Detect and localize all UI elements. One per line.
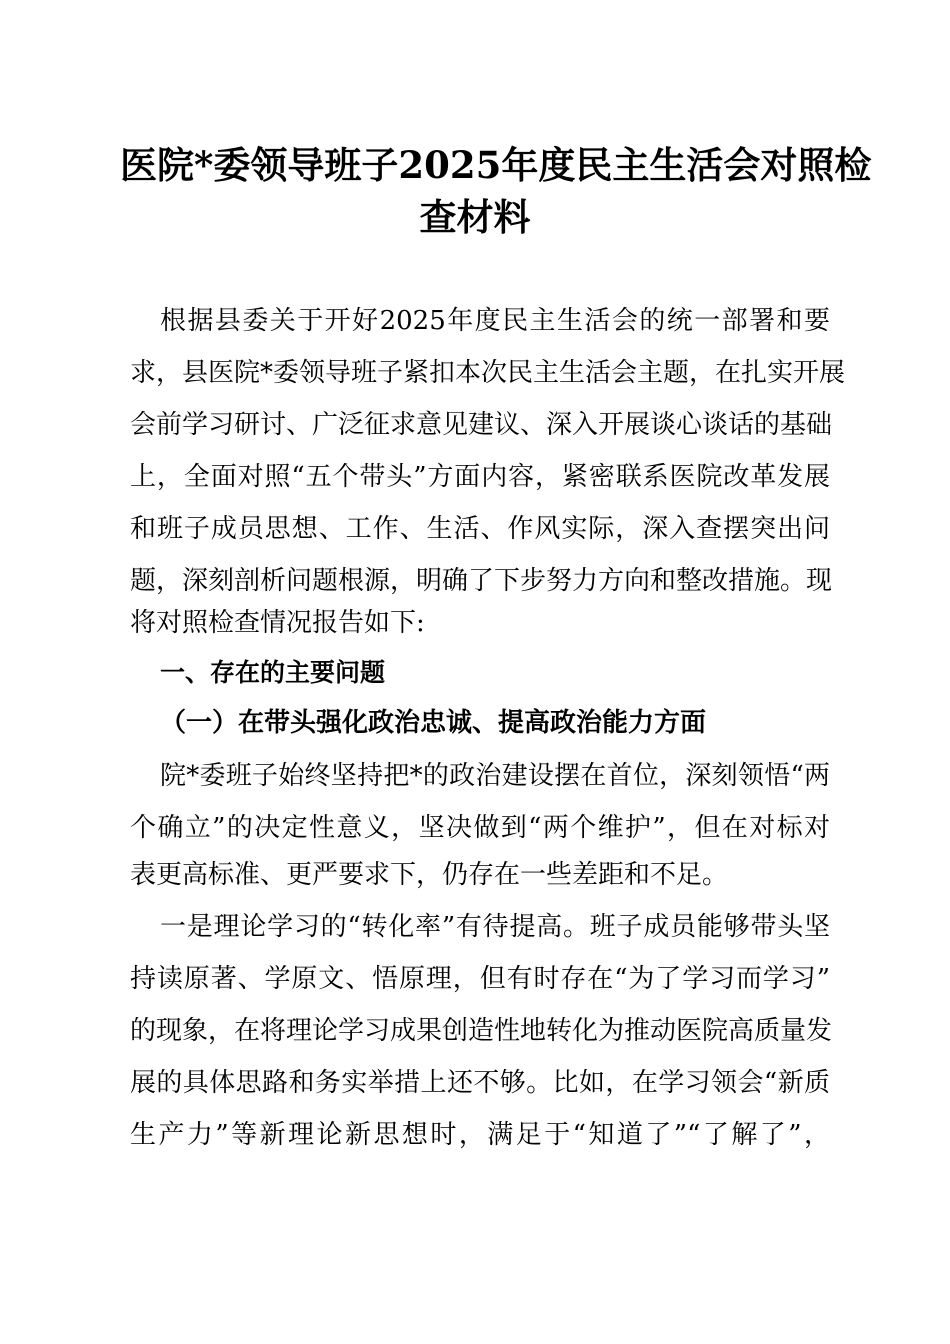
intro-line-6: 题，深刻剖析问题根源，明确了下步努力方向和整改措施。现 <box>130 566 833 596</box>
intro-line-2: 求，县医院*委领导班子紧扣本次民主生活会主题，在扎实开展 <box>130 358 846 388</box>
intro-line-1: 根据县委关于开好2025年度民主生活会的统一部署和要 <box>160 306 830 336</box>
paragraph-2-line-1: 院*委班子始终坚持把*的政治建设摆在首位，深刻领悟“两 <box>160 761 830 791</box>
paragraph-3-line-5: 生产力”等新理论新思想时，满足于“知道了”“了解了”， <box>130 1120 830 1150</box>
paragraph-2-line-3: 表更高标准、更严要求下，仍存在一些差距和不足。 <box>130 860 729 890</box>
paragraph-2-line-2: 个确立”的决定性意义，坚决做到“两个维护”，但在对标对 <box>130 813 830 843</box>
document-title-line-1: 医院*委领导班子2025年度民主生活会对照检 <box>120 143 872 187</box>
intro-line-5: 和班子成员思想、工作、生活、作风实际，深入查摆突出问 <box>130 514 830 544</box>
paragraph-3-line-1: 一是理论学习的“转化率”有待提高。班子成员能够带头坚 <box>160 912 830 942</box>
intro-line-3: 会前学习研讨、广泛征求意见建议、深入开展谈心谈话的基础 <box>130 410 833 440</box>
intro-line-7: 将对照检查情况报告如下: <box>130 608 425 638</box>
document-title-line-2: 查材料 <box>419 195 531 239</box>
paragraph-3-line-4: 展的具体思路和务实举措上还不够。比如，在学习领会“新质 <box>130 1068 830 1098</box>
subsection-heading-1: （一）在带头强化政治忠诚、提高政治能力方面 <box>160 708 707 738</box>
intro-line-4: 上，全面对照“五个带头”方面内容，紧密联系医院改革发展 <box>130 462 830 492</box>
paragraph-3-line-2: 持读原著、学原文、悟原理，但有时存在“为了学习而学习” <box>130 964 830 994</box>
paragraph-3-line-3: 的现象，在将理论学习成果创造性地转化为推动医院高质量发 <box>130 1016 833 1046</box>
section-heading-1: 一、存在的主要问题 <box>160 658 386 687</box>
